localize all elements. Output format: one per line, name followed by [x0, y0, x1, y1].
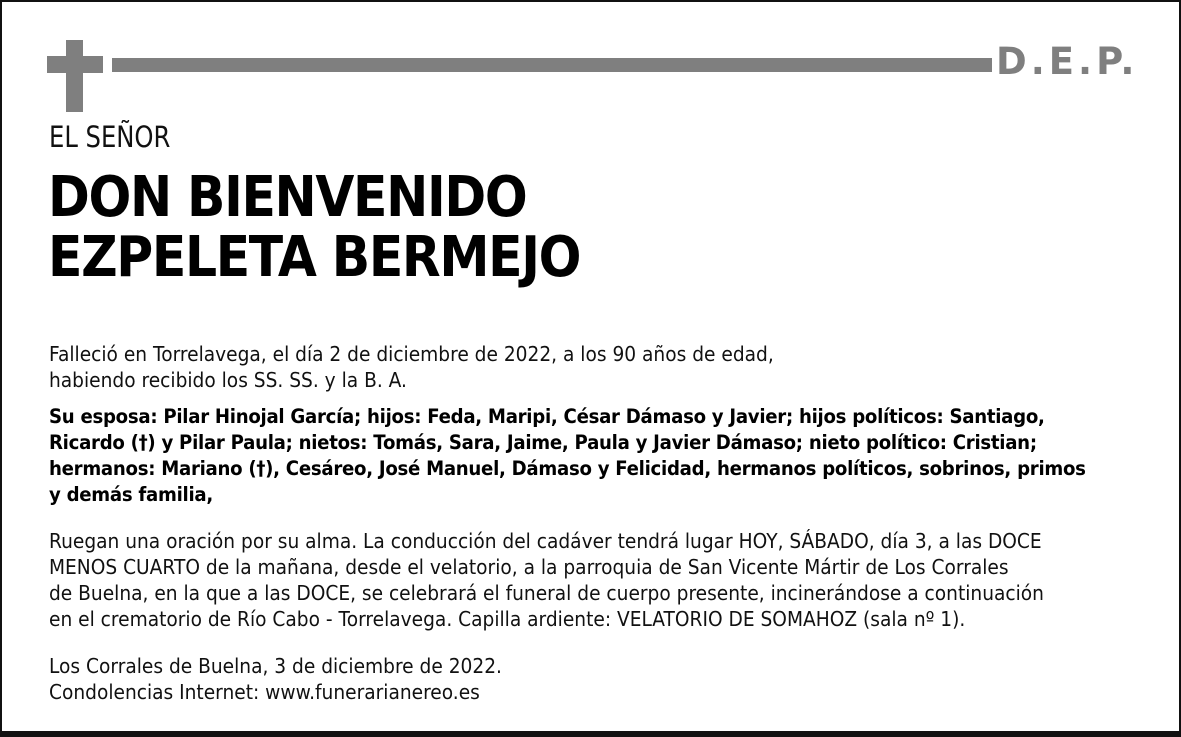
honorific-prefix: EL SEÑOR	[49, 120, 171, 154]
family-line: Ricardo (†) y Pilar Paula; nietos: Tomás, Sara, Jaime, Paula y Javier Dámaso; nieto político: Cristian;	[49, 431, 1037, 454]
footer	[49, 653, 1091, 705]
family-line: y demás familia,	[49, 483, 213, 506]
ceremony-line: MENOS CUARTO de la mañana, desde el velatorio, a la parroquia de San Vicente Mártir de Los Corrales	[49, 555, 1009, 579]
family-line: hermanos: Mariano (†), Cesáreo, José Manuel, Dámaso y Felicidad, hermanos políticos, sobrinos, primos	[49, 457, 1086, 480]
deceased-name-line-2: EZPELETA BERMEJO	[48, 225, 581, 290]
ceremony-details	[49, 528, 1091, 632]
family-list	[49, 404, 1091, 508]
condolences-link: Condolencias Internet: www.funerarianereo.es	[49, 680, 480, 704]
death-notice-line: Falleció en Torrelavega, el día 2 de diciembre de 2022, a los 90 años de edad,	[49, 342, 774, 366]
deceased-name	[48, 165, 581, 290]
header-rule	[112, 58, 992, 72]
ceremony-line: Ruegan una oración por su alma. La conducción del cadáver tendrá lugar HOY, SÁBADO, día 3, a las DOCE	[49, 529, 1042, 553]
death-notice-line: habiendo recibido los SS. SS. y la B. A.	[49, 368, 407, 392]
ceremony-line: en el crematorio de Río Cabo - Torrelavega. Capilla ardiente: VELATORIO DE SOMAHOZ (sala nº 1).	[49, 607, 966, 631]
place-date: Los Corrales de Buelna, 3 de diciembre de 2022.	[49, 654, 502, 678]
family-line: Su esposa: Pilar Hinojal García; hijos: Feda, Maripi, César Dámaso y Javier; hijos políticos: Santiago,	[49, 405, 1045, 428]
cross-icon	[47, 40, 103, 112]
death-notice	[49, 341, 1091, 393]
ceremony-line: de Buelna, en la que a las DOCE, se celebrará el funeral de cuerpo presente, incinerándose a continuación	[49, 581, 1044, 605]
dep-label: D.E.P.	[996, 40, 1139, 83]
deceased-name-line-1: DON BIENVENIDO	[48, 165, 527, 230]
